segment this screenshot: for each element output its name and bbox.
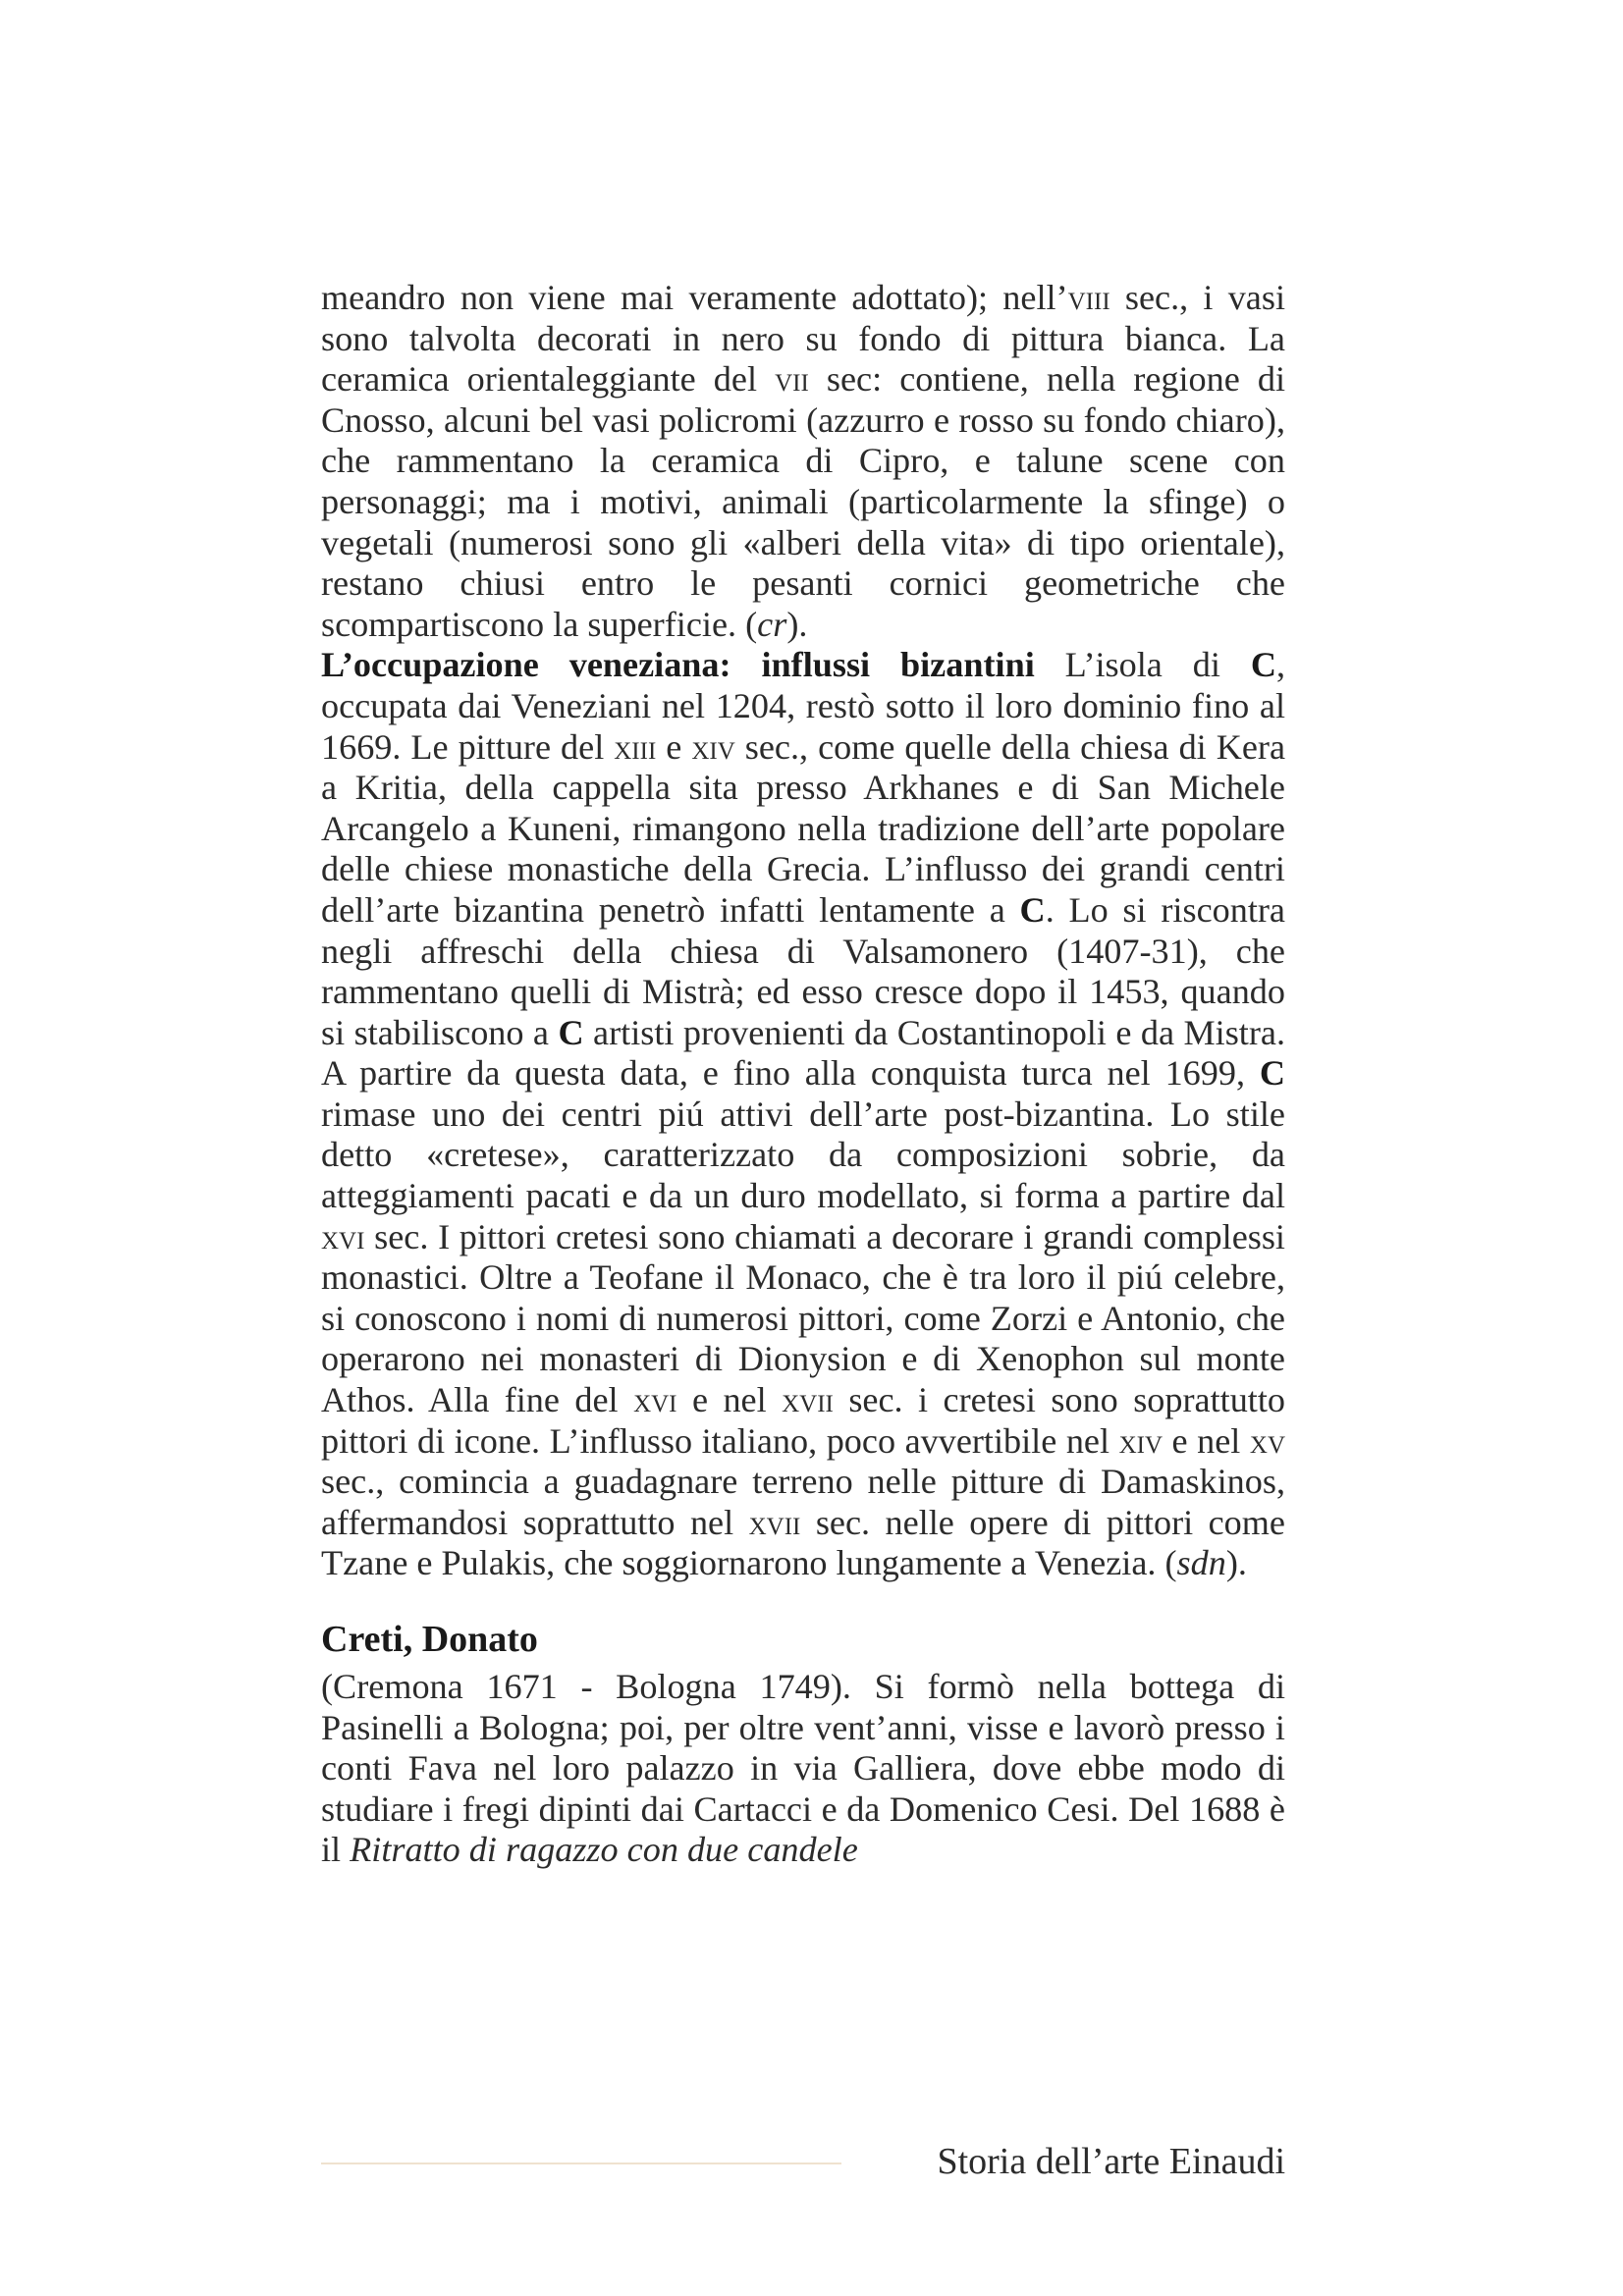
entry-abbreviation: C — [1019, 889, 1046, 930]
entry-abbreviation: C — [558, 1012, 584, 1052]
century-numeral: xvii — [782, 1380, 834, 1420]
text-run: rimase uno dei centri piú attivi dell’arte post-bizantina. Lo stile detto «cretese», caratterizzato da composizioni sobrie, da atteggiamenti pacati e da un duro modellato, si forma a partire dal — [321, 1094, 1285, 1216]
artwork-title: Ritratto di ragazzo con due candele — [350, 1830, 858, 1870]
century-numeral: vii — [775, 359, 809, 400]
section-heading: L’occupazione veneziana: influssi bizantini — [321, 645, 1035, 685]
century-numeral: xiv — [691, 726, 735, 767]
text-run: sec. I pittori cretesi sono chiamati a decorare i grandi complessi monastici. Oltre a Teofane il Monaco, che è tra loro il piú celebre, si conoscono i nomi di numerosi pittori, come Zorzi e Antonio, che operarono nei monasteri di Dionysion e di Xenophon sul monte Athos. Alla fine del — [321, 1216, 1285, 1420]
page-content — [321, 278, 1285, 1871]
text-run: sec. nelle opere di pittori come Tzane e Pulakis, che soggiornarono lungamente a Venezia. ( — [321, 1502, 1285, 1583]
text-run: e — [656, 726, 692, 767]
text-run: meandro non viene mai veramente adottato); nell’ — [321, 278, 1068, 317]
text-run: L’isola di — [1034, 645, 1251, 685]
text-run: . Lo si riscontra negli affreschi della chiesa di Valsamonero (1407-31), che rammentano quelli di Mistrà; ed esso cresce dopo il 1453, quando si stabiliscono a — [321, 889, 1285, 1052]
entry-abbreviation: C — [1259, 1053, 1285, 1094]
text-run: (Cremona 1671 - Bologna 1749). Si formò nella bottega di Pasinelli a Bologna; poi, per oltre vent’anni, visse e lavorò presso i conti Fava nel loro palazzo in via Galliera, dove ebbe modo di studiare i fregi dipinti dai Cartacci e da Domenico Cesi. Del 1688 è il — [321, 1667, 1285, 1870]
text-run: sec. i cretesi sono soprattutto pittori di icone. L’influsso italiano, poco avvertibile nel — [321, 1380, 1285, 1461]
century-numeral: viii — [1067, 278, 1110, 317]
paragraph-ceramics — [321, 278, 1285, 645]
entry-title: Creti, Donato — [321, 1619, 538, 1660]
paragraph-creti-biography — [321, 1667, 1285, 1871]
paragraph-venetian-occupation — [321, 645, 1285, 1584]
century-numeral: xiv — [1118, 1420, 1163, 1461]
footer-rule — [321, 2163, 841, 2164]
text-run: e nel — [1163, 1420, 1250, 1461]
publication-title: Storia dell’arte Einaudi — [937, 2141, 1285, 2182]
text-run: sec., i vasi sono talvolta decorati in nero su fondo di pittura bianca. La ceramica orientaleggiante del — [321, 278, 1285, 400]
entry-abbreviation: C — [1250, 645, 1276, 685]
century-numeral: xvi — [633, 1380, 677, 1420]
century-numeral: xvii — [748, 1502, 801, 1542]
century-numeral: xv — [1249, 1420, 1285, 1461]
text-run: e nel — [676, 1380, 783, 1420]
text-run: ). — [786, 604, 808, 644]
text-run: , occupata dai Veneziani nel 1204, restò sotto il loro dominio fino al 1669. Le pitture del — [321, 645, 1285, 767]
author-signature: sdn — [1176, 1543, 1226, 1583]
century-numeral: xvi — [321, 1216, 365, 1256]
text-run: sec: contiene, nella regione di Cnosso, alcuni bel vasi policromi (azzurro e rosso su fondo chiaro), che rammentano la ceramica di Cipro, e talune scene con personaggi; ma i motivi, animali (particolarmente la sfinge) o vegetali (numerosi sono gli «alberi della vita» di tipo orientale), restano chiusi entro le pesanti cornici geometriche che scompartiscono la superficie. ( — [321, 359, 1285, 644]
text-run: sec., comincia a guadagnare terreno nelle pitture di Damaskinos, affermandosi soprattutto nel — [321, 1462, 1285, 1542]
page-footer — [321, 2138, 1285, 2187]
text-run: ). — [1225, 1543, 1247, 1583]
text-run: sec., come quelle della chiesa di Kera a Kritia, della cappella sita presso Arkhanes e di San Michele Arcangelo a Kuneni, rimangono nella tradizione dell’arte popolare delle chiese monastiche della Grecia. L’influsso dei grandi centri dell’arte bizantina penetrò infatti lentamente a — [321, 726, 1286, 930]
century-numeral: xiii — [614, 726, 657, 767]
text-run: artisti provenienti da Costantinopoli e da Mistra. A partire da questa data, e fino alla conquista turca nel 1699, — [321, 1012, 1285, 1094]
author-signature: cr — [757, 604, 787, 644]
